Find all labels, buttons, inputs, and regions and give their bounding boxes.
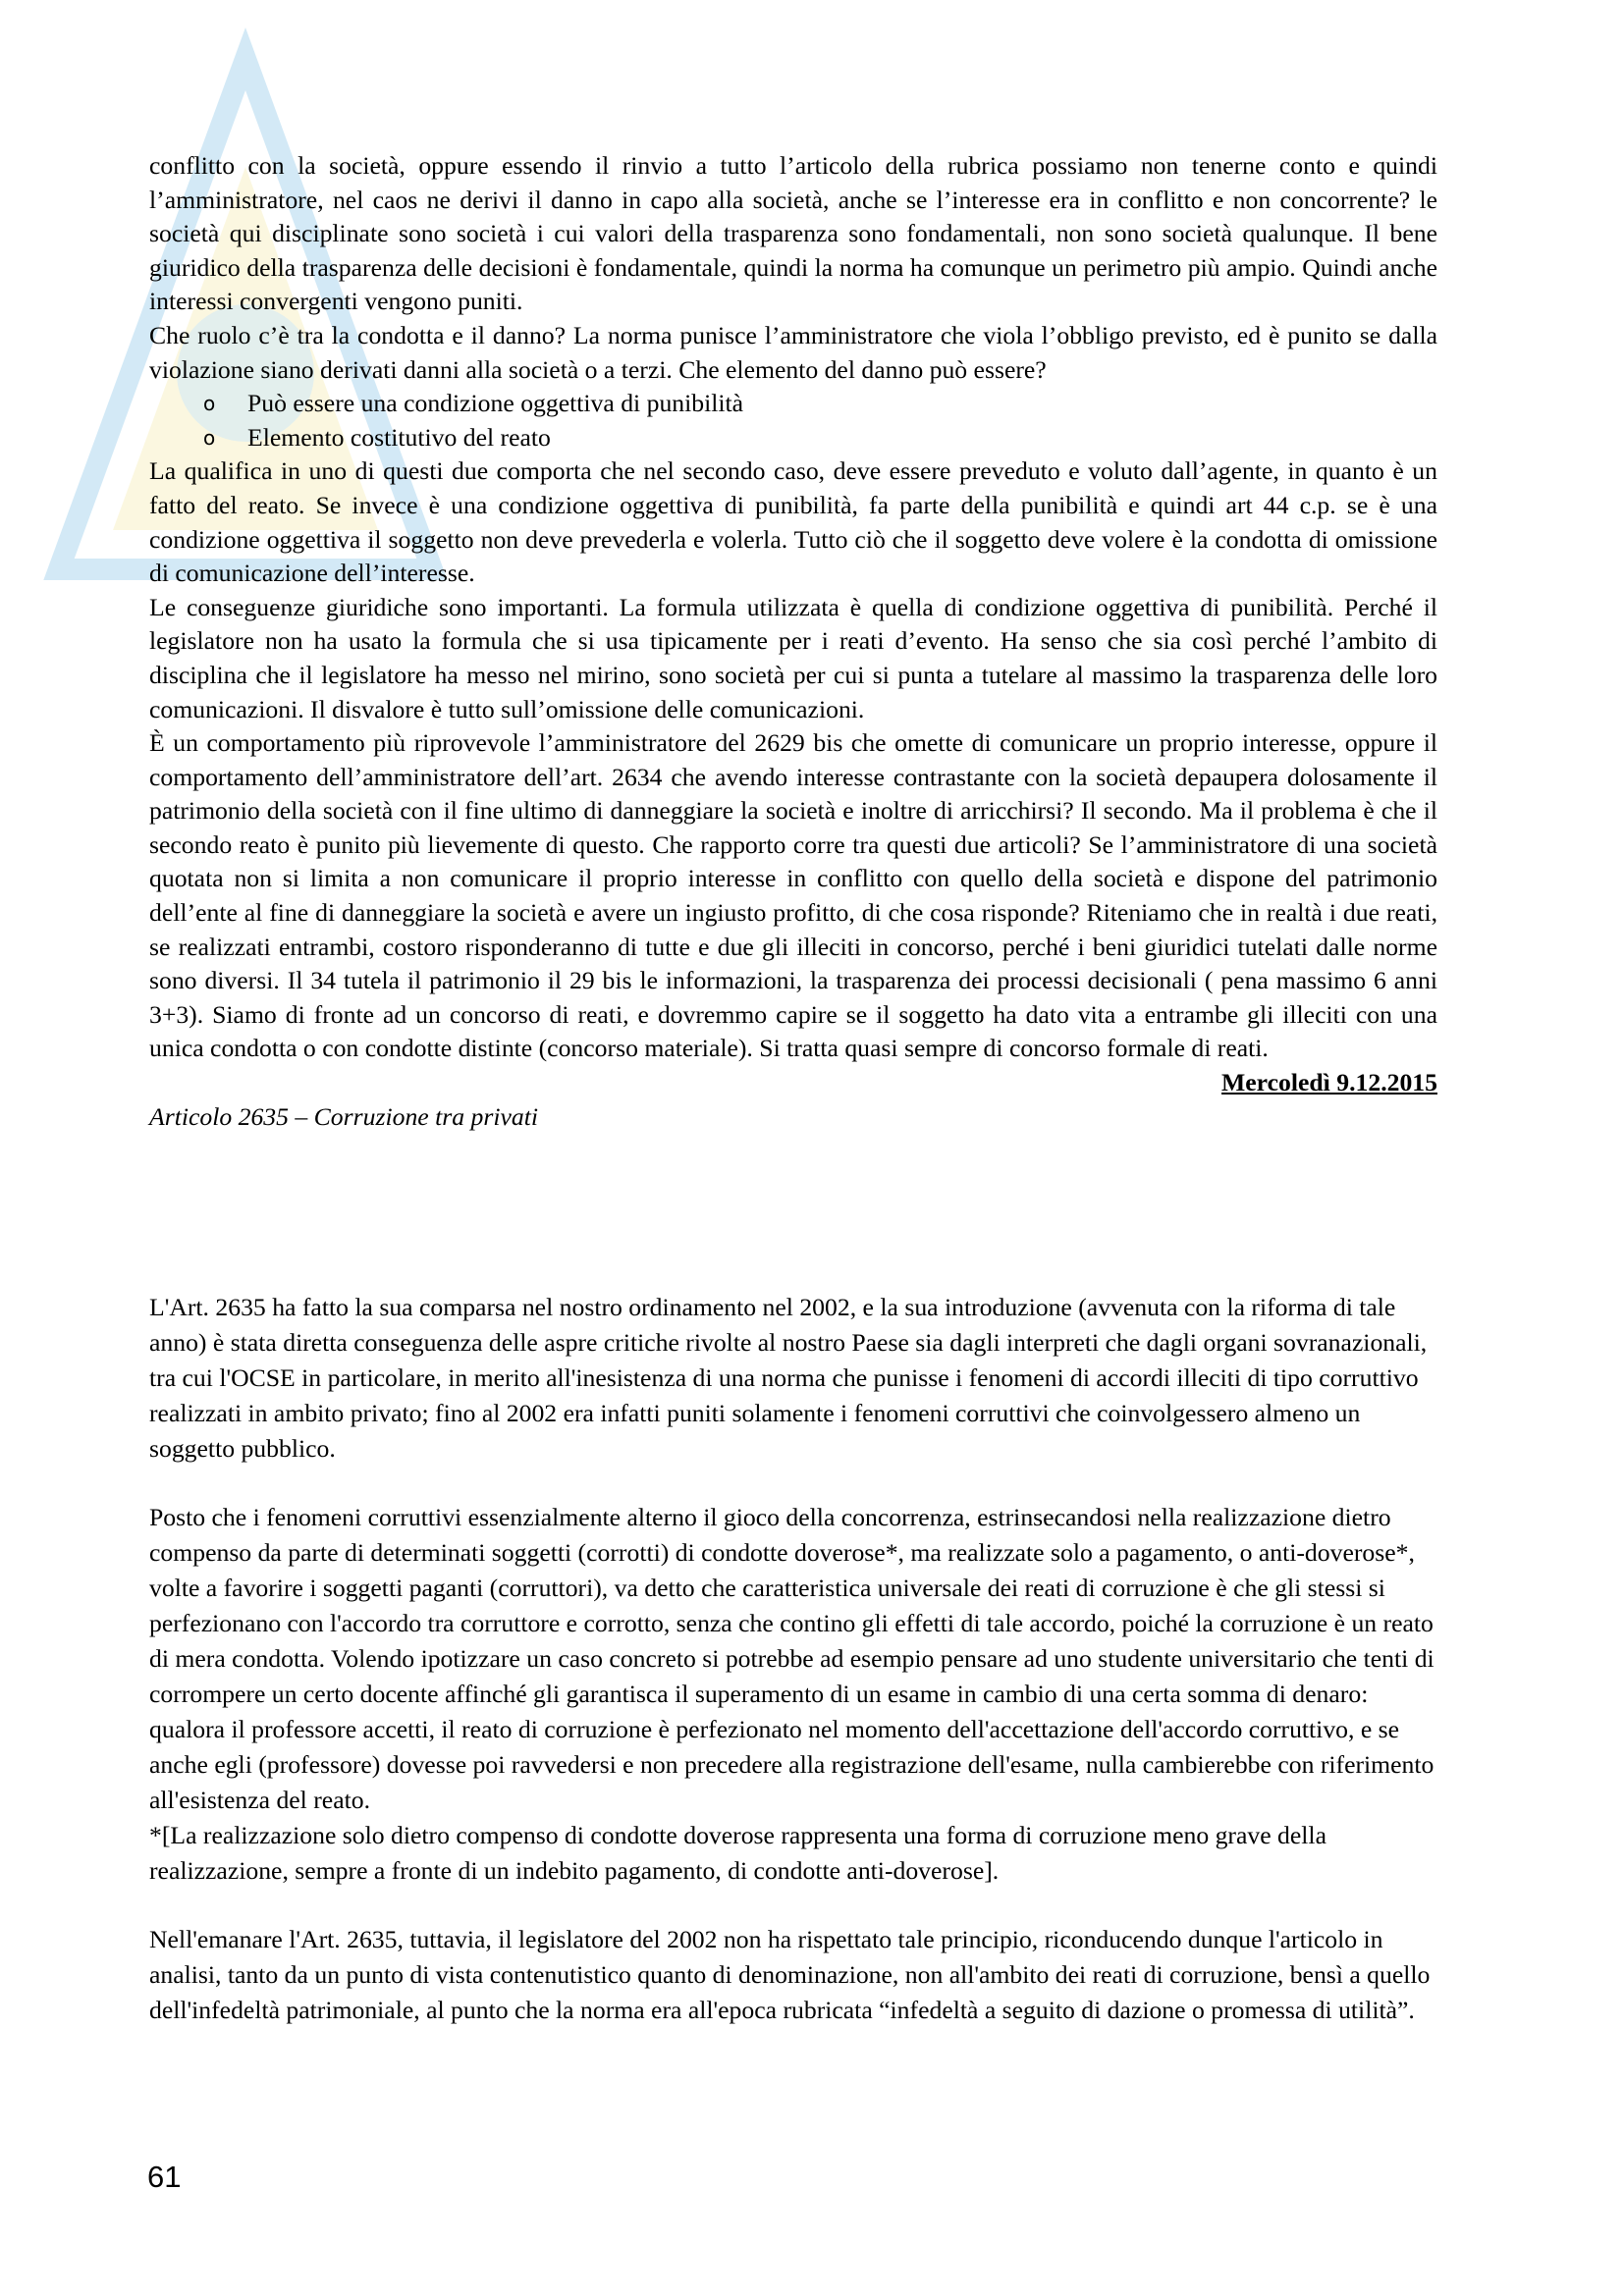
main-text [149,149,1437,1134]
paragraph-comparison: È un comportamento più riprovevole l’amministratore del 2629 bis che omette di comunicare un proprio interesse, oppure il comportamento dell’amministratore dell’art. 2634 che avendo interesse contrastante con la società depaupera dolosamente il patrimonio della società con il fine ultimo di danneggiare la società e inoltre di arricchirsi? Il secondo. Ma il problema è che il secondo reato è punito più lievemente di questo. Che rapporto corre tra questi due articoli? Se l’amministratore di una società quotata non si limita a non comunicare il proprio interesse in conflitto con quello della società e dispone del patrimonio dell’ente al fine di danneggiare la società e avere un ingiusto profitto, di che cosa risponde? Riteniamo che in realtà i due reati, se realizzati entrambi, costoro risponderanno di tutte e due gli illeciti in concorso, perché i beni giuridici tutelati dalle norme sono diversi. Il 34 tutela il patrimonio il 29 bis le informazioni, la trasparenza dei processi decisionali ( pena massimo 6 anni 3+3). Siamo di fronte ad un concorso di reati, e dovremmo capire se il soggetto ha dato vita a entrambe gli illeciti con una unica condotta o con condotte distinte (concorso materiale). Si tratta quasi sempre di concorso formale di reati. [149,728,1437,1063]
bullet-circle-icon: o [203,392,216,416]
section-paragraph-origin: L'Art. 2635 ha fatto la sua comparsa nel nostro ordinamento nel 2002, e la sua introduzione (avvenuta con la riforma di tale anno) è stata diretta conseguenza delle aspre critiche rivolte al nostro Paese sia dagli interpreti che dagli organi sovranazionali, tra cui l'OCSE in particolare, in merito all'inesistenza di una norma che punisse i fenomeni di accordi illeciti di tipo corruttivo realizzati in ambito privato; fino al 2002 era infatti puniti solamente i fenomeni corruttivi che coinvolgessero almeno un soggetto pubblico. [149,1293,1428,1463]
section-paragraph-legislator: Nell'emanare l'Art. 2635, tuttavia, il legislatore del 2002 non ha rispettato tale principio, riconducendo dunque l'articolo in analisi, tanto da un punto di vista contenutistico quanto di denominazione, non all'ambito dei reati di corruzione, bensì a quello dell'infedeltà patrimoniale, al punto che la norma era all'epoca rubricata “infedeltà a seguito di dazione o promessa di utilità”. [149,1925,1431,2024]
paragraph-consequences: Le conseguenze giuridiche sono importanti. La formula utilizzata è quella di condizione oggettiva di punibilità. Perché il legislatore non ha usato la formula che si usa tipicamente per i reati d’evento. Ha senso che sia così perché l’ambito di disciplina che il legislatore ha messo nel mirino, sono società per cui si punta a tutelare al massimo la trasparenza delle loro comunicazioni. Il disvalore è tutto sull’omissione delle comunicazioni. [149,592,1437,723]
section-heading: Articolo 2635 – Corruzione tra privati [149,1101,539,1131]
list-item-text: Elemento costitutivo del reato [247,422,551,452]
paragraph-spacer [149,1889,1437,1922]
list-item-text: Può essere una condizione oggettiva di punibilità [247,389,744,418]
paragraph-qualification: La qualifica in uno di questi due comporta che nel secondo caso, deve essere preveduto e voluto dall’agente, in quanto è un fatto del reato. Se invece è una condizione oggettiva di punibilità, fa parte della punibilità e quindi art 44 c.p. se è una condizione oggettiva il soggetto non deve prevederla e volerla. Tutto ciò che il soggetto deve volere è la condotta di omissione di comunicazione dell’interesse. [149,456,1437,588]
lecture-date: Mercoledì 9.12.2015 [1221,1068,1437,1097]
bullet-list [149,387,1437,454]
paragraph-spacer [149,1467,1437,1500]
page-number: 61 [147,2160,182,2194]
list-item [149,387,1437,421]
paragraph-conflict: conflitto con la società, oppure essendo il rinvio a tutto l’articolo della rubrica possiamo non tenerne conto e quindi l’amministratore, nel caos ne derivi il danno in capo alla società, anche se l’interesse era in conflitto e non concorrente? le società qui disciplinate sono società i cui valori della trasparenza sono fondamentali, non sono società qualunque. Il bene giuridico della trasparenza delle decisioni è fondamentale, quindi la norma ha comunque un perimetro più ampio. Quindi anche interessi convergenti vengono puniti. [149,151,1437,316]
section-text [149,1290,1437,2028]
section-paragraph-corruption: Posto che i fenomeni corruttivi essenzialmente alterno il gioco della concorrenza, estrinsecandosi nella realizzazione dietro compenso da parte di determinati soggetti (corrotti) di condotte doverose*, ma realizzate solo a pagamento, o anti-doverose*, volte a favorire i soggetti paganti (corruttori), va detto che caratteristica universale dei reati di corruzione è che gli stessi si perfezionano con l'accordo tra corruttore e corrotto, senza che contino gli effetti di tale accordo, poiché la corruzione è un reato di mera condotta. Volendo ipotizzare un caso concreto si potrebbe ad esempio pensare ad uno studente universitario che tenti di corrompere un certo docente affinché gli garantisca il superamento di un esame in cambio di una certa somma di denaro: qualora il professore accetti, il reato di corruzione è perfezionato nel momento dell'accettazione dell'accordo corruttivo, e se anche egli (professore) dovesse poi ravvedersi e non precedere alla registrazione dell'esame, nulla cambierebbe con riferimento all'esistenza del reato. [149,1503,1435,1814]
paragraph-role-damage: Che ruolo c’è tra la condotta e il danno? La norma punisce l’amministratore che viola l’obbligo previsto, ed è punito se dalla violazione siano derivati danni alla società o a terzi. Che elemento del danno può essere? [149,320,1437,384]
section-footnote: *[La realizzazione solo dietro compenso di condotte doverose rappresenta una forma di corruzione meno grave della realizzazione, sempre a fronte di un indebito pagamento, di condotte anti-doverose]. [149,1821,1326,1885]
bullet-circle-icon: o [203,425,216,450]
list-item [149,421,1437,455]
